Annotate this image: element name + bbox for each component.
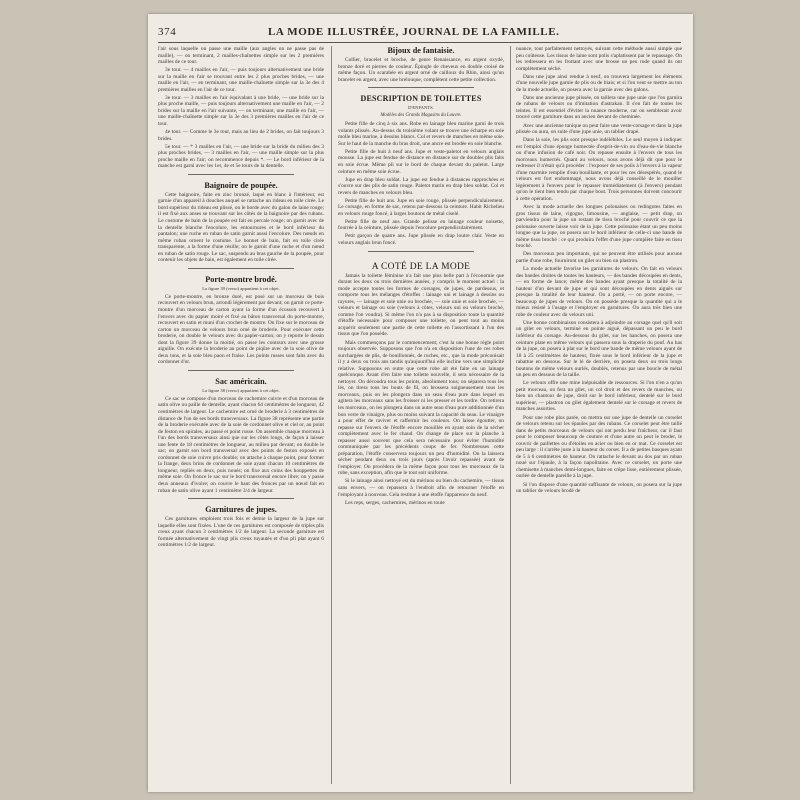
paragraph: Petit garçon de quatre ans. Jupe plissée en drap loutre clair. Veste en velours anglais brun foncé. [338,233,504,246]
caption-porte-montre: La figure 39 (verso) appartient à cet objet. [202,285,280,291]
paragraph: Petite fille de huit ans. Jupe en soie rouge, plissée perpendiculairement. Le corsage, en forme de sac, retenu par-dessous la ceinture. Habit Richelieu en velours rouge foncé, à larges boutons de métal ciselé. [338,197,504,217]
column-right [516,46,682,784]
paragraph: Dans une jupe ainsi rendue à neuf, on trouvera largement les éléments d'une nouvelle jupe garnie de plis ou de biais; et si l'on veut se mettre au ton de la mode actuelle, on posera avec la garnie avec des galons. [516,73,682,93]
paragraph: 5e tour. — * 3 mailles en l'air, — une bride sur la bride du milieu des 3 plus proches brides, — 3 mailles en l'air, — une maille simple sur la plus proche maille en l'air; on recommence depuis *. — Le bord inférieur de la manche est garni avec les 1er, 4e et 5e tours de la dentelle. [158,143,324,170]
paragraph: nuance, tout parfaitement nettoyés, suivant cette méthode aussi simple que peu coûteuse. Les tissus de laine sont polis s'aplatissent par le repassage. On les redressera en les frottant avec une brosse un peu rude quand ils ont complètement séché. [516,46,682,72]
heading-bijoux: Bijoux de fantaisie. [387,46,455,55]
paragraph: 3e tour. — 4 mailles en l'air, — puis toujours alternativement une bride sur la maille en l'air se trouvant entre les 2 plus proches brides, — une maille en l'air, — en terminant, une maille-chaînette simple sur la 3e des 4 premières mailles en l'air de ce tour. [158,67,324,93]
page-number: 374 [158,26,177,38]
paragraph: Mais commençons par le commencement; c'est la une bonne règle point toujours observée. Supposons que l'on n'a en disposition l'une de ces robes surchargées de plis, de bouillonnés, de ruches, etc., que la mode préconisait il y a deux ou trois ans tandis qu'aujourd'hui elle incline vers une simplicité relative. Supposons en outre que cette robe ait été faite en un lainage quelconque. Avant d'en faire une toilette nouvelle, il sera nécessaire de la nettoyer. On découdra tous les points, absolument tous; on séparera tous les lés, on tirera tous les bouts de fil, on brossera soigneusement tous les morceaux, puis on les plongera dans un seau d'eau pure dans lequel on agitera les morceaux sans les froisser ni les presser et les tordre. On retirera les morceaux, on les plongera dans un autre seau d'eau pure additionnée d'un bon verre de vinaigre, plus ou moins suivant la capacité du seau. Le vinaigre a pour effet de raviver et raffermir les couleurs. On laisse égoutter, on repasse sur l'envers de l'étoffe encore mouillée en ayant soin de la sécher complètement avec le fer chaud. On change de place sur la planche à repasser aussi souvent que cela sera nécessaire pour éviter l'humidité communiquée par les précédents coups de fer. Nombreuses cette préparation, l'étoffe conservera toujours un peu d'humidité. On la laissera sécher pendant deux ou trois jours (après l'avoir repassée) avant de l'employer. On procèdera de la même façon pour tous les morceaux de la robe, sans exception, afin que le tout soit uniforme. [338,339,504,477]
paragraph: Les reps, serges, cachemires, mérinos en toute [345,499,445,506]
paragraph: Ce porte-montre, en bronze doré, est posé sur un morceau de bois recouvert en velours brun, arrondi légèrement par devant; on garnit ce porte-montre d'un morceau de carton ayant la forme d'un écusson recouvert à l'envers avec du papier moiré et fixé au bâton transversal du porte-montre, recouvert en satin et muni d'un crochet de montre. On fixe sur le morceau de carton un morceau de velours brun orné de broderie. Pour exécuter cette broderie, on double le velours avec du papier-carton; on y reporte le dessin dont la figure 39 donne la moitié, on passe les contours avec une grosse aiguille. On exécute la broderie au point de piqûre avec de la soie olive de deux tons, et la soie bleu paon et fraise. Les points russes sont faits avec du cordonnet d'or. [158,293,324,366]
section-rule [368,251,474,252]
heading-description: DESCRIPTION DE TOILETTES [360,94,482,104]
heading-baignoire: Baignoire de poupée. [204,180,278,190]
column-divider [331,46,332,784]
column-divider [510,46,511,784]
paragraph: Des morceaux peu importants, qui ne peuvent être utilisés pour aucune partie d'une robe, fourniront un gilet ou bien un plastron. [516,251,682,264]
paragraph: Le velours offre une mine inépuisable de ressources. Si l'on n'en a qu'un petit morceau, on fera un gilet, un col droit et des revers de manches, ou bien un chantour de jupe, droit sur le bord inférieur, dentelé sur le bord supérieur, — plastron ou gilet également dentelé sur le corsage et revers de manches assorties. [516,380,682,413]
caption-sac: La figure 38 (verso) appartient à cet objet. [202,387,280,393]
paragraph: Ces garnitures emploient trois fois et demie la largeur de la jupe sur laquelle elles sont fixées. L'une de ces garnitures est composée de triples plis creux ayant chacun 3 centimètres 1/2 de largeur. La seconde garniture est formée alternativement de vingt plis creux tuyautés et d'un pli plat ayant 6 centimètres 1/2 de largeur. [158,516,324,549]
heading-porte-montre: Porte-montre brodé. [205,274,277,284]
heading-a-cote-de-la-mode: A COTÉ DE LA MODE [371,261,471,272]
paragraph: Dans une ancienne jupe plissée, on taillera une jupe unie que l'on garnira de rubans de velours ou d'imitation d'astrakan. Il s'en fait de toutes les teintes. Il est essentiel d'éviter la nuance moderne, car on semblerait avoir trouvé cette garniture dans un ancien devant de cheminée. [516,94,682,121]
paragraph: 3e tour. — 3 mailles en l'air équivalant à une bride, — une bride sur la plus proche maille, — puis toujours alternativement une maille en l'air, — 2 brides sur la maille en l'air suivante, — on terminant, une maille en l'air, — une maille-chaînette simple sur la 3e des 3 premières mailles en l'air de ce tour. [158,94,324,128]
paragraph: 4e tour. — Comme le 3e tour, mais au lieu de 2 brides, on fait toujours 3 brides. [158,129,324,142]
paragraph: Petite fille de cinq à six ans. Robe en lainage bleu marine garni de trois volants plissés. Au-dessus du troisième volant se trouve une écharpe en soie molle bleu marine, à dessins blancs. Col et revers de manches en même soie. Sur le haut de la manche du bras droit, une ancre est brodée en soie blanche. [338,121,504,147]
paragraph: Petite fille de huit à neuf ans. Jupe et veste-paletot en velours anglais mousse. La jupe est fendue de distance en distance sur de doubles plis faits en soie écrue. Même pli sur le bord de chaque devant du paletot. Large ceinture en même soie écrue. [338,148,504,175]
journal-title: LA MODE ILLUSTRÉE, JOURNAL DE LA FAMILLE. [268,26,560,38]
paragraph: Ce sac se compose d'un morceau de cachemire cuivre et d'un morceau de satin olive ou paille de dentelle, ayant chacun 64 centimètres de longueur, 42 centimètres de largeur. Le cachemire est orné de broderie à 3 centimètres de distance de l'un de ses bords transversaux. La figure 38 représente une partie de la broderie exécutée avec de la soie de cordonnet olive et ciel or, au point de feston en spirales, au passé et point russe. On assemble chaque morceau à l'un des bords transversaux ainsi que sur les côtés longs, de façon à laisser une fente de 18 centimètres de longueur, au milieu par devant; on double le sac; on garnit son bord transversal avec des points de feston exposés en cordonnet de soie cuivre pris double; on attache à chaque point, pour former la frange, deux brins de cordonnet de soie ayant chacun 10 centimètres de longueur, repliés en deux, puis noués; on fixe aux coins des houppettes de même soie. On fronce le sac sur le bord transversal encore libre; on y passe deux anneaux d'ivoire; on couvre le haut des fronces par un nœud fait en ruban de satin olive ayant 1 centimètre 3/4 de largeur. [158,395,324,494]
section-rule [188,370,294,371]
page-header [158,24,681,43]
paragraph: Une bonne combinaison consistera à adjoindre au corsage quel qu'il soit un gilet en velours, terminé en pointe aiguë, dépassant un peu le bord inférieur du corsage. Au-dessous du gilet, sur les hanches, on posera une ceinture plate en même velours qui passera sous la draperie du pouf. Au bas de la jupe, on posera à plat sur le bord une bande de même velours ayant de 18 à 25 centimètres de hauteur, fixée sous le bord inférieur de la jupe et rabattue en dessous. Sur le lé de derrière, on posera deux ou trois longs boutons de même velours ourlés, doublés, retenus par une boucle de métal un peu en dessous de la taille. [516,319,682,379]
section-rule [188,498,294,499]
heading-garnitures: Garnitures de jupes. [205,505,277,515]
paragraph: Cette baignoire, faite en zinc bronzé, laqué en blanc à l'intérieur, est garnie d'un appareil à douches auquel se rattache un rideau en toile cirée. Le bord supérieur du rideau est plissé, on le borde avec du galon de laine rouge; il est fixé aux anses se trouvant sur les côtés de la baignoire par des rubans. Le costume de bain de la poupée est fait en percale rouge; on garnit avec de la dentelle blanche l'encolure, les entournures et le bord inférieur du pantalon; une ruche en ruban de satin garnit aussi l'encolure. Des nœuds en même ruban ornent le costume. Le bonnet de bain, fait en toile cirée transparente, a la forme d'une résille; on le garnit d'une ruche et d'un nœud en ruban de satin rouge. Le sac, suspendu au bras gauche de la poupée, pour contenir les objets de bain, est également en toile cirée. [158,191,324,264]
subheading-enfants: D'ENFANTS. [408,105,434,111]
section-rule [368,87,474,88]
paragraph: Dans la soie, les plis sont presque indélébiles. Le seul moyen à indiquer est l'emploi d'une éponge humectée d'esprit-de-vin ou d'eau-de-vie blanche ou d'une infusion de café noir. On repasse ensuite à l'envers de tous les morceaux humectés. Quant au velours, nous avons déjà dit que pour le redresser il n'était qu'à procéder : l'exposer de ses poils à l'envers à la vapeur d'une marmite remplie d'eau bouillante, et pour les ces désespérés, quand le velours est fort endommagé, nous avons déjà conseillé de le mouiller légèrement à l'envers pour le repasser immédiatement (à l'envers) pendant qu'on le tient bien tendu par chaque bout. Trois personnes doivent concourir à cette opération. [516,137,682,203]
section-rule [188,268,294,269]
heading-sac: Sac américain. [215,376,267,386]
section-rule [188,174,294,175]
column-middle [338,46,504,784]
paragraph: La mode actuelle favorise les garnitures de velours. On fait en velours des bandes droites de toutes les hauteurs, — des bandes découpées en dents, — en forme de lance; même des bandes ayant presque la totalité de la hauteur d'un devant de jupe et qui sont découpées en dents aiguës sur presque la totalité de leur hauteur. On a porté, — on porte encore, — beaucoup de jupes de velours. On en possède presque la quantité qui a le mieux résisté à l'usage et l'employer en garnitures. On aura très bien une robe de couleur avec du velours uni. [516,266,682,318]
paragraph: Collier, bracelet et broche, de genre Renaissance, en argent oxydé, bronze doré et pierres de couleur. Épingle de cheveux en double croisé de même façon. Un scarabée en argent orné de cailloux du Rhin, ainsi qu'un bracelet en argent, avec une brelouque, complètent cette petite collection. [338,57,504,83]
paragraph: l'air sous laquelle on passe une maille (aux angles on ne passe pas de maille), — on terminant, 2 mailles-chaînettes simple sur les 2 premières mailles de ce tour. [158,46,324,66]
paragraph: Avec une ancienne tunique on peut faire une veste-corsage et dans la jupe plissée ou aura, on suite d'une jupe unie, un tablier drapé. [516,122,682,136]
subheading-louvre: Modèles des Grands Magasins du Louvre. [380,113,462,119]
paragraph: Avec la mode actuelle des longues polonaises ou redingotes faites en gros tissus de laine, vigogne, limousine, — anglaise, — petit drap, on parviendra pour la jupe un restant de tissu broché pour couvrir ce que la polonaise ouverte laisse voir de la jupe. Cette polonaise étant un peu moins longue que la jupe, on posera sur le bord inférieur de celle-ci une bande de même tissu broché : ce qui produira l'effet d'une jupe complète faite en tissu broché. [516,204,682,250]
magazine-page [148,14,693,792]
paragraph: Pour une robe plus parée, on mettra sur une jupe de dentelle un corselet de velours retenu sur les épaules par des rubans. Ce corselet peut être taillé dans de petits morceaux de velours qui ont perdu leur fraîcheur, car il faut pour le composer beaucoup de couture et d'une autre on peut le broder, le couvrir de paillettes ou d'étoiles en acier ou bien en or mat. Ce corselet est peu large : il s'arrête juste à la hauteur du corset. Il a de petites basques ayant de 5 à 6 centimètres de hauteur. On rattache le devant au dos par un ruban noué sur l'épaule, à la façon napolitaine. Avec ce corselet, on porte une chemisette à manches demi-longues, faite en crêpe lisse, entièrement plissée, ourlée de dentelle pareille à la jupe. [516,414,682,480]
paragraph: Jamais la toilette féminine n'a fait une plus belle part à l'économie que durant les deux ou trois dernières années, y compris le moment actuel : la mode accepte toutes les formes de corsages, de jupes, de pardessus, et comporte tous les mélanges d'étoffes : lainage uni et lainage à dessins ou rayures, — lainage et soie unie ou brochée, — soie unie et soie brochée, — velours et lainage ou soie (velours à côtes, velours uni ou velours broché, comme l'on voudra). Si même l'on n'a pas à sa disposition toute la quantité d'étoffe nécessaire pour composer une toilette, on peut tout au moins acquérir seulement une partie de cette toilette en l'assortissant à l'un des tissus que l'on possède. [338,272,504,338]
paragraph: Jupe en drap bleu soldat. La jupe est fendue à distances rapprochées et s'ouvre sur des plis de satin rouge. Paletot marin en drap bleu soldat. Col et revers de manches en velours bleu. [338,176,504,196]
paragraph: Petite fille de neuf ans. Grande pelisse en lainage couleur noisette, fourrée à la ceinture, plissée depuis l'encolure perpendiculairement. [338,218,504,232]
paragraph: Si l'on dispose d'une quantité suffisante de velours, on posera sur la jupe un tablier de velours brodé de [516,481,682,495]
paragraph: Si le lainage ainsi nettoyé est du mérinos ou bien du cachemire, — tissus sans envers, — on repassera à l'endroit afin de retourner l'étoffe en l'employant à nouveau. Cela restitue à une étoffe l'apparence du neuf. [338,478,504,498]
column-left [158,46,324,784]
